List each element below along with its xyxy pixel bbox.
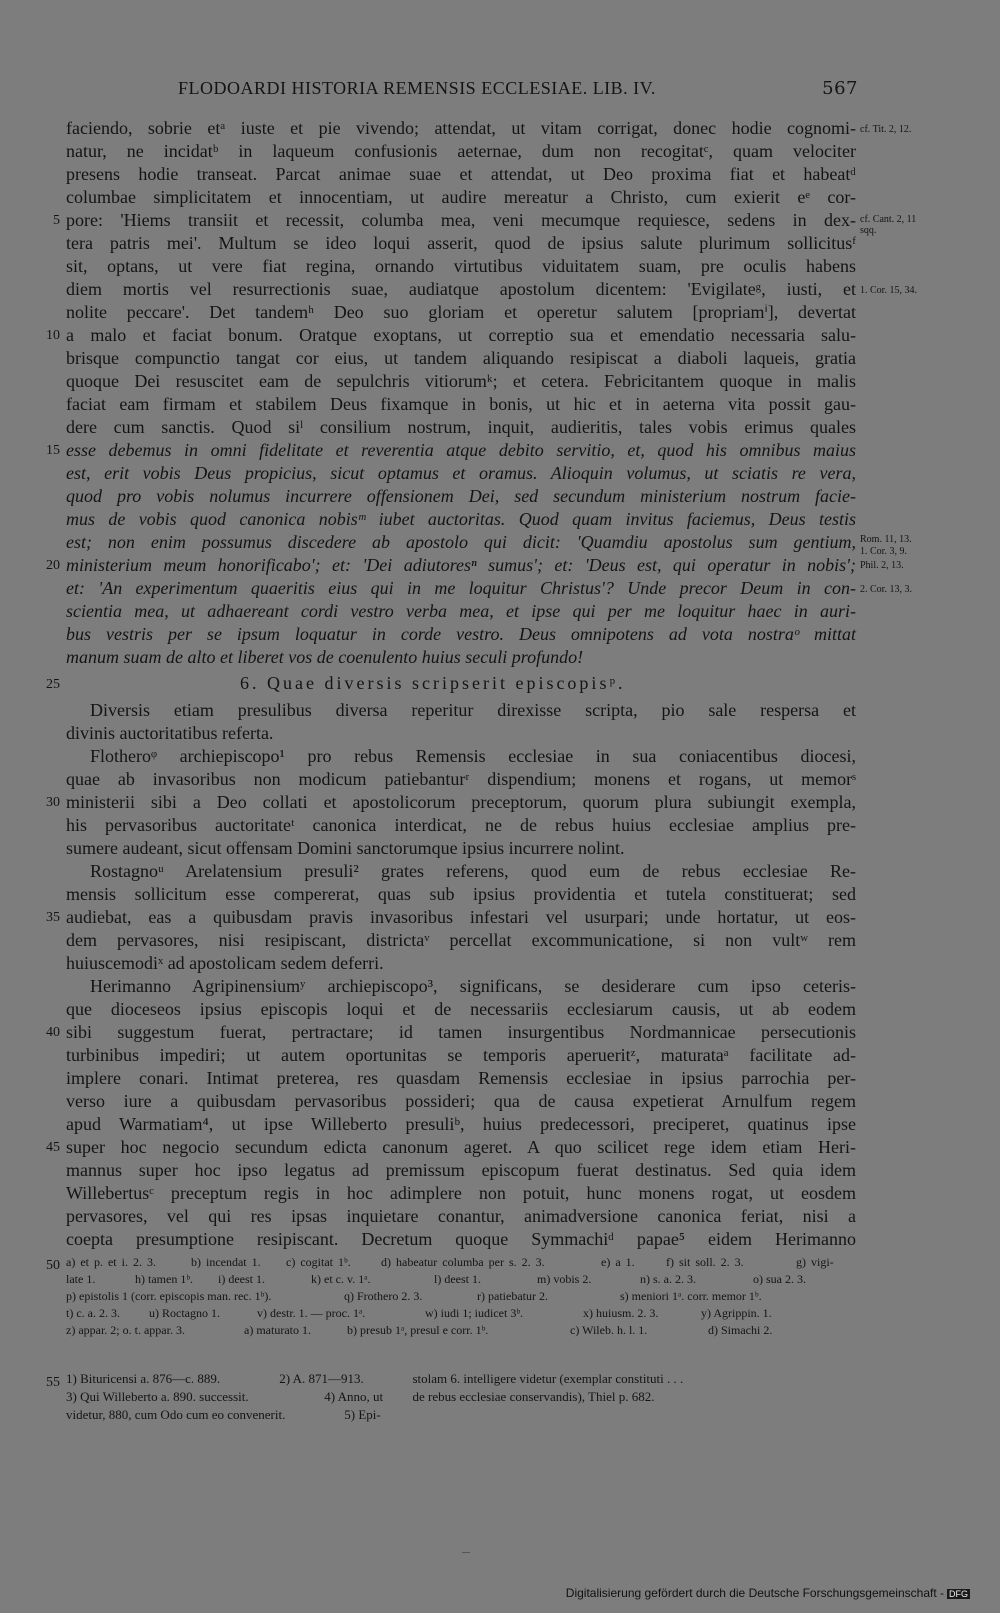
margin-reference: 2. Cor. 13, 3. — [860, 584, 912, 595]
apparatus-line — [66, 1288, 856, 1304]
text-line: apud Warmatiam⁴, ut ipse Willeberto presuliᵇ, huius predecessori, preciperet, quatinus ipse — [66, 1114, 856, 1134]
text-line: pervasores, vel qui res ipsas inquietare conantur, animadversione canonica feriat, nisi a — [66, 1206, 856, 1226]
apparatus-line — [66, 1254, 856, 1270]
text-line: columbae simplicitatem et innocentiam, ut audire mereatur a Christo, cum exierit eᵉ cor- — [66, 187, 856, 207]
note-line — [66, 1407, 856, 1423]
text-line: diem mortis vel resurrectionis suae, audiatque apostolum dicentem: 'Evigilateᵍ, iusti, et — [66, 279, 856, 299]
text-line: mannus super hoc ipso legatus ad premissum episcopum fuerat destinatus. Sed quia idem — [66, 1160, 856, 1180]
text-line: pore: 'Hiems transiit et recessit, columba mea, veni mecumque requiesce, sedens in dex- — [66, 210, 856, 230]
text-line: Herimanno Agripinensiumʸ archiepiscopo³, significans, se desiderare cum ipso ceteris- — [90, 976, 856, 996]
apparatus-entry: s) meniori 1ᵃ. corr. memor 1ᵇ. — [620, 1289, 762, 1303]
line-number: 20 — [46, 558, 60, 573]
margin-reference: 1. Cor. 15, 34. — [860, 285, 917, 296]
note-entry: 5) Epi- — [344, 1407, 381, 1422]
note-entry: stolam 6. intelligere videtur (exemplar constituti . . . — [412, 1371, 684, 1386]
text-line: Diversis etiam presulibus diversa reperitur direxisse scripta, pio sale respersa et — [90, 700, 856, 720]
margin-reference: Rom. 11, 13. — [860, 534, 912, 545]
apparatus-entry: f) sit soll. 2. 3. — [666, 1255, 744, 1269]
apparatus-entry: n) s. a. 2. 3. — [640, 1272, 696, 1286]
text-line: est; non enim possumus discedere ab apostolo qui dicit: 'Quamdiu apostolus sum gentium, — [66, 532, 856, 552]
note-entry: 4) Anno, ut — [324, 1389, 384, 1404]
apparatus-line — [66, 1271, 856, 1287]
apparatus-entry: t) c. a. 2. 3. — [66, 1306, 120, 1320]
text-line: mensis sollicitum esse compererat, quas sub ipsius providentia et tutela constituerat; sed — [66, 884, 856, 904]
apparatus-entry: g) vigi- — [796, 1255, 834, 1269]
margin-reference: 1. Cor. 3, 9. — [860, 546, 907, 557]
note-entry: 1) Bituricensi a. 876—c. 889. — [66, 1371, 221, 1386]
note-entry: videtur, 880, cum Odo cum eo convenerit. — [66, 1407, 286, 1422]
apparatus-entry: z) appar. 2; o. t. appar. 3. — [66, 1323, 185, 1337]
credit-text: Digitalisierung gefördert durch die Deutsche Forschungsgemeinschaft - — [565, 1586, 944, 1600]
apparatus-entry: l) deest 1. — [434, 1272, 481, 1286]
apparatus-line — [66, 1322, 856, 1338]
text-line: brisque compunctio tangat cor eius, ut tandem aliquando resipiscat a diaboli laqueis, gratia — [66, 348, 856, 368]
line-number: 55 — [46, 1375, 60, 1390]
text-line: que dioceseos ipsius episcopis loqui et de necessariis ecclesiarum causis, ut ab eodem — [66, 999, 856, 1019]
apparatus-entry: d) Simachi 2. — [708, 1323, 773, 1337]
text-line: esse debemus in omni fidelitate et reverentia atque debito servitio, et, quod his omnibus maius — [66, 440, 856, 460]
apparatus-entry: o) sua 2. 3. — [753, 1272, 806, 1286]
note-line — [66, 1371, 856, 1387]
margin-reference: cf. Tit. 2, 12. — [860, 124, 912, 135]
text-line: ministerium meum honorificabo'; et: 'Dei adiutoresⁿ sumus'; et: 'Deus est, qui operatur in nobis'; — [66, 555, 856, 575]
text-line: et: 'An experimentum quaeritis eius qui in me loquitur Christus'? Unde precor Deum in con- — [66, 578, 856, 598]
apparatus-entry: b) presub 1ᵃ, presul e corr. 1ᵇ. — [347, 1323, 489, 1337]
apparatus-entry: k) et c. v. 1ᵃ. — [311, 1272, 371, 1286]
apparatus-line — [66, 1305, 856, 1321]
apparatus-entry: m) vobis 2. — [537, 1272, 592, 1286]
text-line: est, erit vobis Deus propicius, sicut optamus et oramus. Alioquin volumus, ut sciatis re vera, — [66, 463, 856, 483]
apparatus-entry: b) incendat 1. — [191, 1255, 261, 1269]
text-line: sibi suggestum fuerat, pertractare; id tamen insurgentibus Nordmannicae persecutionis — [66, 1022, 856, 1042]
header-title: FLODOARDI HISTORIA REMENSIS ECCLESIAE. LIB. IV. — [178, 78, 656, 98]
text-line: super hoc negocio secundum edicta canonum ageret. A quo scilicet rege idem etiam Heri- — [66, 1137, 856, 1157]
text-line: manum suam de alto et liberet vos de coenulento huius seculi profundo! — [66, 647, 584, 667]
line-number: 40 — [46, 1025, 60, 1040]
text-line: Rostagnoᵘ Arelatensium presuli² grates referens, quod eum de rebus ecclesiae Re- — [90, 861, 856, 881]
text-line: nolite peccare'. Det tandemʰ Deo suo gloriam et operetur salutem [propriamⁱ], devertat — [66, 302, 856, 322]
text-line: quoque Dei resuscitet eam de sepulchris vitiorumᵏ; et cetera. Febricitantem quoque in malis — [66, 371, 856, 391]
text-line: natur, ne incidatᵇ in laqueum confusionis aeternae, dum non recogitatᶜ, quam velociter — [66, 141, 856, 161]
note-entry: de rebus ecclesiae conservandis), Thiel p. 682. — [412, 1389, 655, 1404]
margin-reference: Phil. 2, 13. — [860, 560, 904, 571]
apparatus-entry: a) et p. et i. 2. 3. — [66, 1255, 156, 1269]
text-line: sumere audeant, sicut offensam Domini sanctorumque ipsius incurrere nolint. — [66, 838, 625, 858]
apparatus-entry: e) a 1. — [601, 1255, 635, 1269]
dfg-logo: DFG — [949, 1588, 968, 1599]
page-number: 567 — [822, 78, 858, 99]
apparatus-entry: q) Frothero 2. 3. — [344, 1289, 423, 1303]
text-line: his pervasoribus auctoritateᵗ canonica interdicat, ne de rebus huius ecclesiae amplius pre- — [66, 815, 856, 835]
text-line: bus vestris per se ipsum loquatur in corde vestro. Deus omnipotens ad vota nostraᵒ mittat — [66, 624, 856, 644]
apparatus-entry: c) cogitat 1ᵇ. — [286, 1255, 351, 1269]
apparatus-entry: y) Agrippin. 1. — [701, 1306, 772, 1320]
margin-reference: cf. Cant. 2, 11 sqq. — [860, 214, 917, 236]
line-number: 30 — [46, 795, 60, 810]
text-line: quae ab invasoribus non modicum patiebanturʳ dispendium; monens et rogans, ut memorˢ — [66, 769, 856, 789]
text-line: divinis auctoritatibus referta. — [66, 723, 274, 743]
text-line: dem pervasores, nisi resipiscant, districtaᵛ percellat excommunicatione, si non vultʷ rem — [66, 930, 856, 950]
apparatus-entry: x) huiusm. 2. 3. — [583, 1306, 659, 1320]
line-number: 50 — [46, 1258, 60, 1273]
apparatus-entry: w) iudi 1; iudicet 3ᵇ. — [425, 1306, 524, 1320]
text-line: audiebat, eas a quibusdam pravis invasoribus infestari vel usurpari; unde hortatur, ut eos- — [66, 907, 856, 927]
text-line: turbinibus impediri; ut autem oportunitas se temporis aperueritᶻ, maturataᵃ facilitate ad- — [66, 1045, 856, 1065]
text-line: presens hodie transeat. Parcat animae suae et attendat, ut Deo proxima fiat et habeatᵈ — [66, 164, 856, 184]
text-line: verso iure a quibusdam pervasoribus possideri; qua de causa expetierat Arnulfum regem — [66, 1091, 856, 1111]
text-line: coepta presumptione resipiscant. Decretum quoque Symmachiᵈ papae⁵ eidem Herimanno — [66, 1229, 856, 1249]
apparatus-entry: r) patiebatur 2. — [477, 1289, 548, 1303]
text-line: tera patris mei'. Multum se ideo loqui asserit, quod de ipsius salute plurimum sollicitusᶠ — [66, 233, 856, 253]
text-line: Willebertusᶜ preceptum regis in hoc adimplere non potuit, hunc monens rogat, ut eosdem — [66, 1183, 856, 1203]
apparatus-entry: i) deest 1. — [218, 1272, 265, 1286]
line-number: 15 — [46, 443, 60, 458]
apparatus-entry: v) destr. 1. — proc. 1ᵃ. — [257, 1306, 366, 1320]
apparatus-entry: p) epistolis 1 (corr. episcopis man. rec. 1ᵇ). — [66, 1289, 272, 1303]
apparatus-entry: h) tamen 1ᵇ. — [135, 1272, 194, 1286]
text-line: faciendo, sobrie etᵃ iuste et pie vivendo; attendat, ut vitam corrigat, donec hodie cognomi- — [66, 118, 856, 138]
text-line: huiuscemodiˣ ad apostolicam sedem deferri. — [66, 953, 384, 973]
apparatus-entry: a) maturato 1. — [244, 1323, 311, 1337]
running-header — [178, 78, 858, 99]
section-heading: 6. Quae diversis scripserit episcopisᵖ. — [240, 673, 626, 693]
note-entry: 2) A. 871—913. — [279, 1371, 364, 1386]
text-line: implere conari. Intimat preterea, res quasdam Remensis ecclesiae in ipsius parrochia per- — [66, 1068, 856, 1088]
text-line: sit, optans, ut vere fiat regina, ornando virtutibus viduitatem suam, pre oculis habens — [66, 256, 856, 276]
apparatus-entry: u) Roctagno 1. — [149, 1306, 220, 1320]
divider — [462, 1552, 470, 1553]
text-line: ministerii sibi a Deo collati et apostolicorum preceptorum, quorum plura subiungit exempla, — [66, 792, 856, 812]
line-number: 5 — [53, 213, 60, 228]
digitization-credit — [566, 1586, 970, 1600]
text-line: quod pro vobis nolumus incurrere offensionem Dei, sed secundum ministerium nostrum facie- — [66, 486, 856, 506]
text-line: faciat eam firmam et stabilem Deus fixamque in bonis, ut hic et in aeterna vita possit gau- — [66, 394, 856, 414]
line-number: 35 — [46, 910, 60, 925]
text-line: scientia mea, ut adhaereant cordi vestro verba mea, et ipse qui per me loquitur haec in auri- — [66, 601, 856, 621]
text-line: dere cum sanctis. Quod siˡ consilium nostrum, inquit, audieritis, tales vobis erimus quales — [66, 417, 856, 437]
line-number: 45 — [46, 1140, 60, 1155]
line-number: 25 — [46, 677, 60, 692]
line-number: 10 — [46, 328, 60, 343]
text-line: mus de vobis quod canonica nobisᵐ iubet auctoritas. Quod quam invitus faciemus, Deus testis — [66, 509, 856, 529]
apparatus-entry: d) habeatur columba per s. 2. 3. — [381, 1255, 545, 1269]
text-line: a malo et faciat bonum. Oratque exoptans, ut correptio sua et emendatio necessaria salu- — [66, 325, 856, 345]
note-entry: 3) Qui Willeberto a. 890. successit. — [66, 1389, 249, 1404]
text-line: Flotheroᵠ archiepiscopo¹ pro rebus Remensis ecclesiae in sua coniacentibus diocesi, — [90, 746, 856, 766]
apparatus-entry: c) Wileb. h. l. 1. — [570, 1323, 648, 1337]
note-line — [66, 1389, 856, 1405]
apparatus-entry: late 1. — [66, 1272, 96, 1286]
